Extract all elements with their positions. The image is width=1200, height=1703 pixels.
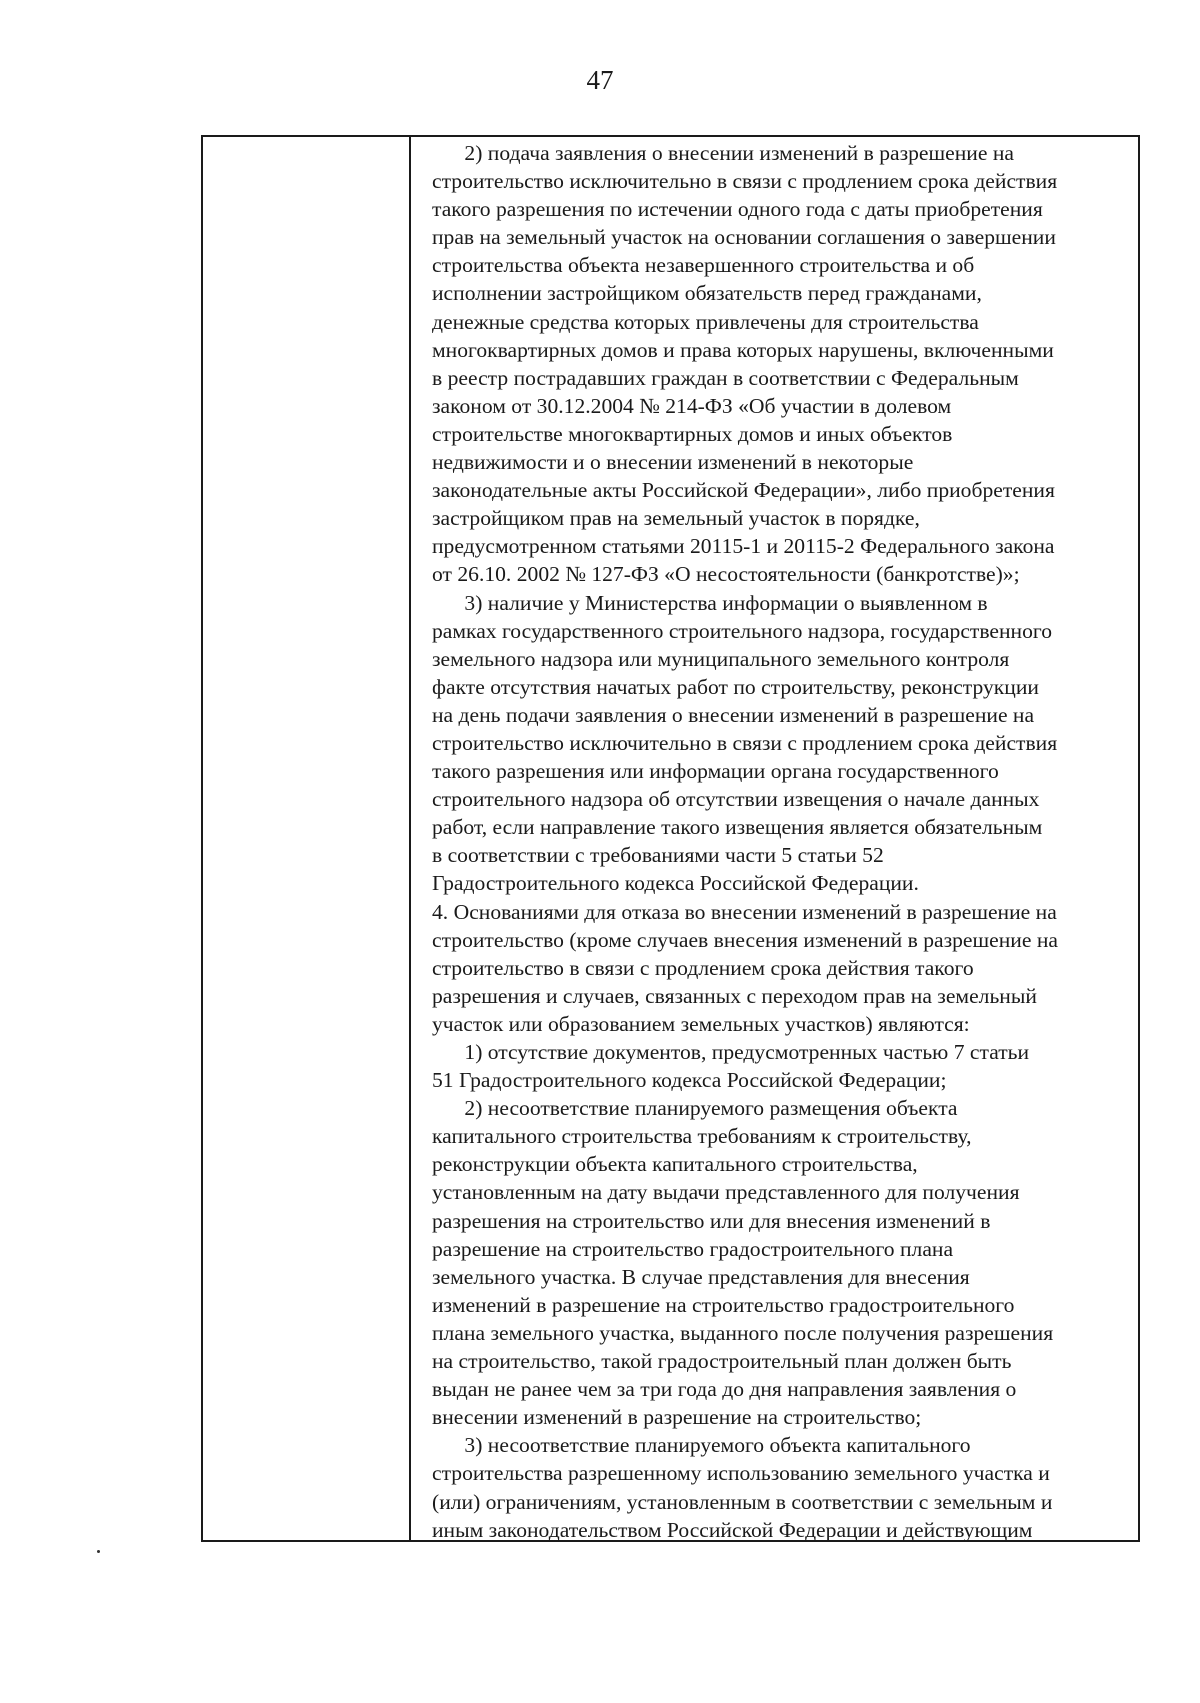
text-line: изменений в разрешение на строительство градостроительного — [432, 1292, 1015, 1317]
text-line: 3) наличие у Министерства информации о выявленном в — [432, 590, 988, 615]
text-line: исполнении застройщиком обязательств перед гражданами, — [432, 281, 982, 306]
text-line: участок или образованием земельных участков) являются: — [432, 1011, 970, 1036]
text-line: такого разрешения по истечении одного года с даты приобретения — [432, 197, 1043, 222]
text-line: предусмотренном статьями 20115-1 и 20115-2 Федерального закона — [432, 534, 1055, 559]
text-line: капитального строительства требованиям к строительству, — [432, 1124, 972, 1149]
text-line: 2) несоответствие планируемого размещения объекта — [432, 1096, 958, 1121]
text-line: Градостроительного кодекса Российской Федерации. — [432, 871, 919, 896]
text-line: разрешение на строительство градостроительного плана — [432, 1236, 954, 1261]
text-line: 3) несоответствие планируемого объекта капитального — [432, 1433, 971, 1458]
text-line: земельного надзора или муниципального земельного контроля — [432, 646, 1010, 671]
table-left-column — [203, 137, 411, 1540]
text-line: законодательные акты Российской Федерации», либо приобретения — [432, 478, 1055, 503]
paragraph — [432, 139, 1138, 589]
text-line: строительство исключительно в связи с продлением срока действия — [432, 730, 1058, 755]
text-line: в реестр пострадавших граждан в соответствии с Федеральным — [432, 365, 1019, 390]
text-line: внесении изменений в разрешение на строительство; — [432, 1405, 922, 1430]
text-line: строительство (кроме случаев внесения изменений в разрешение на — [432, 927, 1058, 952]
text-line: выдан не ранее чем за три года до дня направления заявления о — [432, 1377, 1017, 1402]
text-line: 4. Основаниями для отказа во внесении изменений в разрешение на — [432, 899, 1057, 924]
text-line: установленным на дату выдачи представленного для получения — [432, 1180, 1020, 1205]
text-line: факте отсутствия начатых работ по строительству, реконструкции — [432, 674, 1039, 699]
scan-speck — [97, 1550, 100, 1553]
text-line: многоквартирных домов и права которых нарушены, включенными — [432, 337, 1054, 362]
text-line: работ, если направление такого извещения является обязательным — [432, 815, 1043, 840]
text-line: строительного надзора об отсутствии извещения о начале данных — [432, 787, 1040, 812]
text-line: разрешения на строительство или для внесения изменений в — [432, 1208, 991, 1233]
paragraph — [432, 1038, 1138, 1094]
text-line: рамках государственного строительного надзора, государственного — [432, 618, 1053, 643]
text-line: разрешения и случаев, связанных с переходом прав на земельный — [432, 983, 1037, 1008]
text-line: от 26.10. 2002 № 127-ФЗ «О несостоятельности (банкротстве)»; — [432, 562, 1020, 587]
document-table — [201, 135, 1140, 1542]
text-line: (или) ограничениям, установленным в соответствии с земельным и — [432, 1489, 1053, 1514]
text-line: 1) отсутствие документов, предусмотренных частью 7 статьи — [432, 1040, 1030, 1064]
text-line: плана земельного участка, выданного после получения разрешения — [432, 1320, 1054, 1345]
text-line: в соответствии с требованиями части 5 статьи 52 — [432, 843, 884, 868]
text-line: прав на земельный участок на основании соглашения о завершении — [432, 225, 1056, 250]
paragraph — [432, 589, 1138, 898]
text-line: строительстве многоквартирных домов и иных объектов — [432, 421, 953, 446]
text-line: на строительство, такой градостроительный план должен быть — [432, 1349, 1012, 1374]
paragraph — [432, 1094, 1138, 1431]
text-line: законом от 30.12.2004 № 214-ФЗ «Об участии в долевом — [432, 393, 952, 418]
text-line: 51 Градостроительного кодекса Российской Федерации; — [432, 1068, 947, 1093]
text-line: денежные средства которых привлечены для строительства — [432, 309, 979, 334]
paragraph — [432, 898, 1138, 1038]
page-number: 47 — [586, 65, 614, 95]
text-line: строительства разрешенному использованию земельного участка и — [432, 1461, 1050, 1486]
text-line: застройщиком прав на земельный участок в порядке, — [432, 506, 920, 531]
text-line: 2) подача заявления о внесении изменений в разрешение на — [432, 141, 1014, 165]
table-right-column — [411, 137, 1138, 1540]
text-line: недвижимости и о внесении изменений в некоторые — [432, 450, 914, 475]
text-line: земельного участка. В случае представления для внесения — [432, 1264, 970, 1289]
text-line: реконструкции объекта капитального строительства, — [432, 1152, 918, 1177]
text-line: строительство в связи с продлением срока действия такого — [432, 955, 974, 980]
text-line: строительства объекта незавершенного строительства и об — [432, 253, 975, 278]
paragraph — [432, 1431, 1138, 1543]
text-line: на день подачи заявления о внесении изменений в разрешение на — [432, 702, 1035, 727]
text-line: иным законодательством Российской Федерации и действующим — [432, 1517, 1033, 1542]
text-line: строительство исключительно в связи с продлением срока действия — [432, 169, 1058, 194]
text-line: такого разрешения или информации органа государственного — [432, 759, 999, 784]
